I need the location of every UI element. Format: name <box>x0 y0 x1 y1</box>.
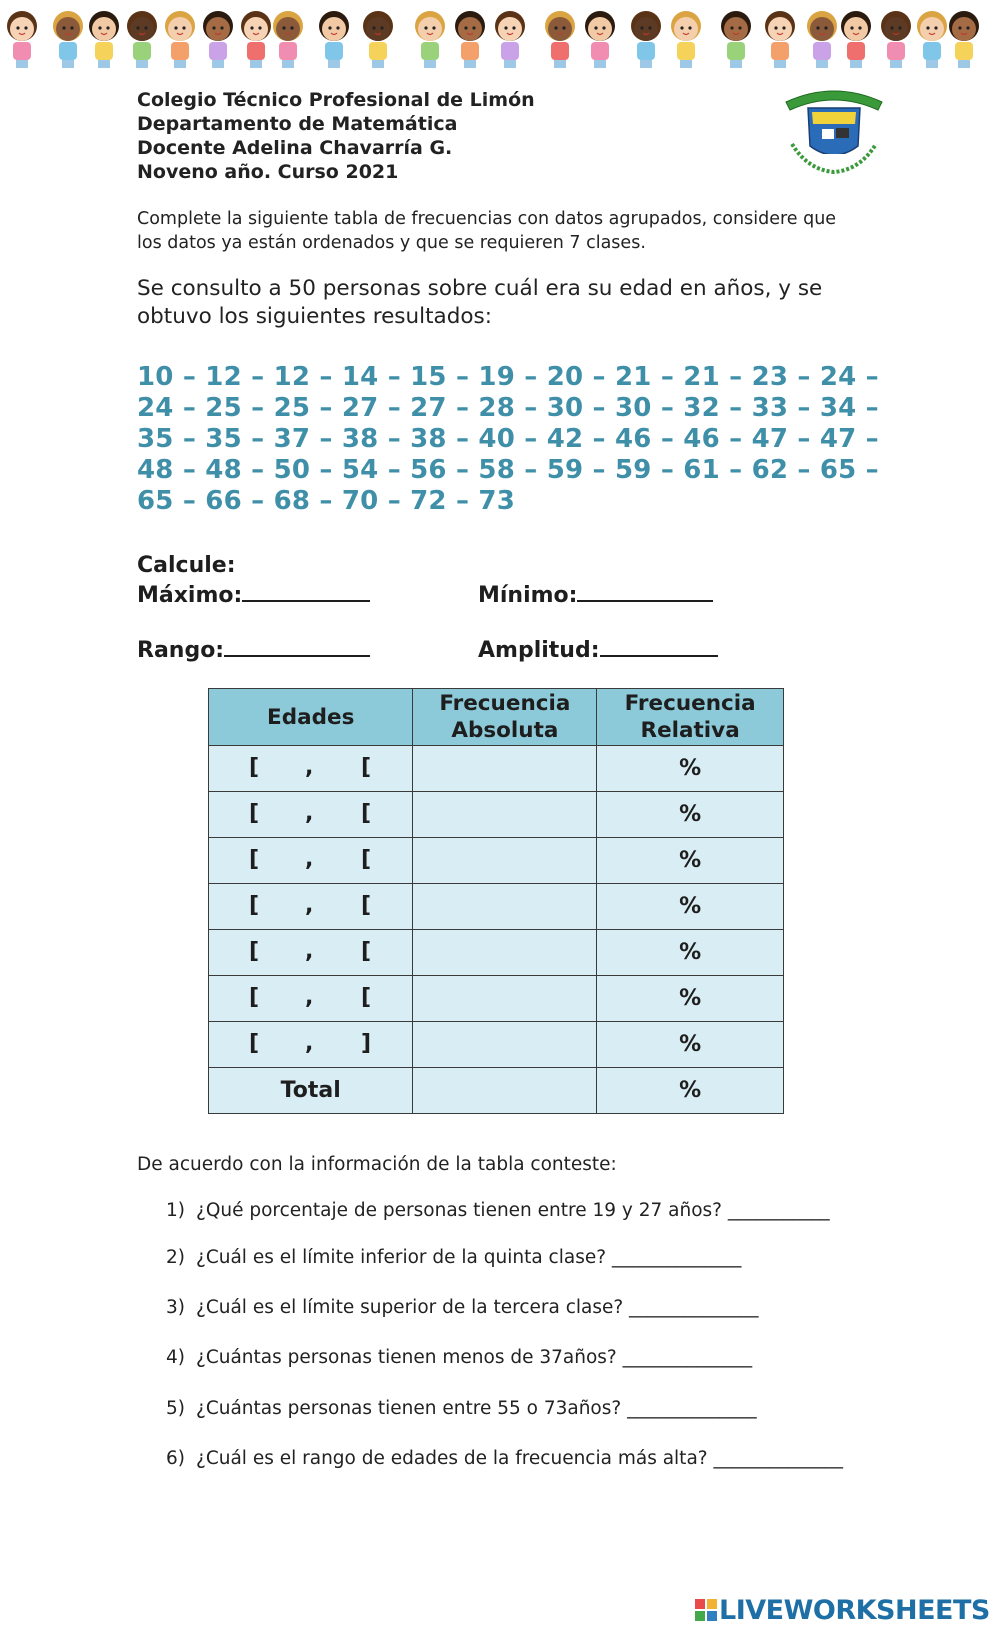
header-line: Frecuencia <box>439 691 571 716</box>
table-row <box>209 1022 784 1068</box>
question-4[interactable] <box>166 1347 752 1368</box>
interval-cell[interactable] <box>209 792 413 838</box>
question-1[interactable] <box>166 1200 830 1221</box>
interval-sep: , <box>305 847 314 872</box>
interval-cell[interactable] <box>209 884 413 930</box>
interval-open: [ <box>249 801 260 826</box>
interval-sep: , <box>305 893 314 918</box>
interval-cell[interactable] <box>209 838 413 884</box>
teacher: Docente Adelina Chavarría G. <box>137 137 453 159</box>
question-text: ¿Cuántas personas tienen entre 55 o 73años? ______________ <box>196 1398 757 1419</box>
interval-close: [ <box>361 755 372 780</box>
school-name: Colegio Técnico Profesional de Limón <box>137 89 535 111</box>
absolute-frequency-cell[interactable] <box>413 746 597 792</box>
question-2[interactable] <box>166 1247 741 1268</box>
data-line: 35 – 35 – 37 – 38 – 38 – 40 – 42 – 46 – 46 – 47 – 47 – <box>137 424 879 454</box>
amplitude-answer-blank[interactable] <box>600 635 718 657</box>
range-label: Rango: <box>137 638 225 663</box>
question-text: ¿Cuál es el límite superior de la tercera clase? ______________ <box>196 1297 759 1318</box>
absolute-frequency-cell[interactable] <box>413 930 597 976</box>
table-row <box>209 884 784 930</box>
liveworksheets-icon <box>695 1597 719 1625</box>
interval-sep: , <box>305 985 314 1010</box>
range-answer-blank[interactable] <box>224 635 370 657</box>
question-number: 3) <box>166 1297 185 1318</box>
question-number: 6) <box>166 1448 185 1469</box>
header-line: Frecuencia <box>624 691 756 716</box>
interval-open: [ <box>249 939 260 964</box>
max-answer-blank[interactable] <box>242 580 370 602</box>
header-line: Absoluta <box>451 718 559 743</box>
relative-frequency-cell[interactable]: % <box>597 838 784 884</box>
interval-close: [ <box>361 985 372 1010</box>
absolute-frequency-cell[interactable] <box>413 1022 597 1068</box>
interval-sep: , <box>305 1031 314 1056</box>
question-6[interactable] <box>166 1448 843 1469</box>
relative-frequency-cell[interactable]: % <box>597 746 784 792</box>
interval-cell[interactable] <box>209 746 413 792</box>
relative-frequency-cell[interactable]: % <box>597 976 784 1022</box>
interval-sep: , <box>305 801 314 826</box>
table-row <box>209 792 784 838</box>
max-label: Máximo: <box>137 583 243 608</box>
interval-close: [ <box>361 847 372 872</box>
amplitude-label: Amplitud: <box>478 638 600 663</box>
absolute-frequency-cell[interactable] <box>413 792 597 838</box>
data-line: 48 – 48 – 50 – 54 – 56 – 58 – 59 – 59 – 61 – 62 – 65 – <box>137 455 879 485</box>
data-line: 65 – 66 – 68 – 70 – 72 – 73 <box>137 486 516 516</box>
absolute-frequency-cell[interactable] <box>413 976 597 1022</box>
interval-sep: , <box>305 755 314 780</box>
question-3[interactable] <box>166 1297 759 1318</box>
question-text: ¿Cuál es el límite inferior de la quinta clase? ______________ <box>196 1247 742 1268</box>
interval-close: [ <box>361 939 372 964</box>
total-relative-cell[interactable]: % <box>597 1068 784 1114</box>
course: Noveno año. Curso 2021 <box>137 161 399 183</box>
header-frecuencia-absoluta <box>413 689 597 746</box>
interval-open: [ <box>249 985 260 1010</box>
table-row <box>209 838 784 884</box>
relative-frequency-cell[interactable]: % <box>597 930 784 976</box>
table-header-row <box>209 689 784 746</box>
interval-open: [ <box>249 893 260 918</box>
answers-intro: De acuerdo con la información de la tabla conteste: <box>137 1154 617 1175</box>
frequency-table <box>208 688 784 1114</box>
range-row <box>137 635 370 663</box>
question-text: ¿Cuántas personas tienen menos de 37años? ______________ <box>196 1347 753 1368</box>
table-row <box>209 746 784 792</box>
question-number: 4) <box>166 1347 185 1368</box>
interval-sep: , <box>305 939 314 964</box>
table-row <box>209 976 784 1022</box>
question-number: 2) <box>166 1247 185 1268</box>
liveworksheets-wordmark: LIVEWORKSHEETS <box>719 1595 990 1626</box>
interval-close: [ <box>361 893 372 918</box>
total-label: Total <box>209 1068 413 1114</box>
relative-frequency-cell[interactable]: % <box>597 792 784 838</box>
min-row <box>478 580 713 608</box>
question-text: ¿Qué porcentaje de personas tienen entre 19 y 27 años? ___________ <box>196 1200 830 1221</box>
interval-cell[interactable] <box>209 976 413 1022</box>
question-number: 1) <box>166 1200 185 1221</box>
header-frecuencia-relativa <box>597 689 784 746</box>
total-row <box>209 1068 784 1114</box>
header-edades: Edades <box>209 689 413 746</box>
header-line: Relativa <box>640 718 740 743</box>
table-row <box>209 930 784 976</box>
school-header <box>137 88 535 184</box>
amplitude-row <box>478 635 718 663</box>
total-absolute-cell[interactable] <box>413 1068 597 1114</box>
interval-cell[interactable] <box>209 930 413 976</box>
interval-open: [ <box>249 1031 260 1056</box>
interval-close: [ <box>361 801 372 826</box>
relative-frequency-cell[interactable]: % <box>597 1022 784 1068</box>
min-answer-blank[interactable] <box>577 580 713 602</box>
problem-statement: Se consulto a 50 personas sobre cuál era su edad en años, y se obtuvo los siguientes resultados: <box>137 276 823 329</box>
liveworksheets-logo[interactable] <box>695 1595 990 1629</box>
relative-frequency-cell[interactable]: % <box>597 884 784 930</box>
interval-cell[interactable] <box>209 1022 413 1068</box>
instructions: Complete la siguiente tabla de frecuencias con datos agrupados, considere que los datos ya están ordenados y que se requieren 7 clases. <box>137 209 837 253</box>
max-row <box>137 580 370 608</box>
interval-close: ] <box>361 1031 372 1056</box>
age-data-list <box>137 362 877 517</box>
min-label: Mínimo: <box>478 583 578 608</box>
question-text: ¿Cuál es el rango de edades de la frecuencia más alta? ______________ <box>196 1448 843 1469</box>
interval-open: [ <box>249 755 260 780</box>
absolute-frequency-cell[interactable] <box>413 838 597 884</box>
question-number: 5) <box>166 1398 185 1419</box>
question-5[interactable] <box>166 1398 757 1419</box>
department: Departamento de Matemática <box>137 113 458 135</box>
absolute-frequency-cell[interactable] <box>413 884 597 930</box>
data-line: 24 – 25 – 25 – 27 – 27 – 28 – 30 – 30 – 32 – 33 – 34 – <box>137 393 879 423</box>
school-logo <box>778 84 890 176</box>
calc-title: Calcule: <box>137 553 236 578</box>
children-border-illustration <box>0 0 1000 80</box>
interval-open: [ <box>249 847 260 872</box>
data-line: 10 – 12 – 12 – 14 – 15 – 19 – 20 – 21 – 21 – 23 – 24 – <box>137 362 879 392</box>
